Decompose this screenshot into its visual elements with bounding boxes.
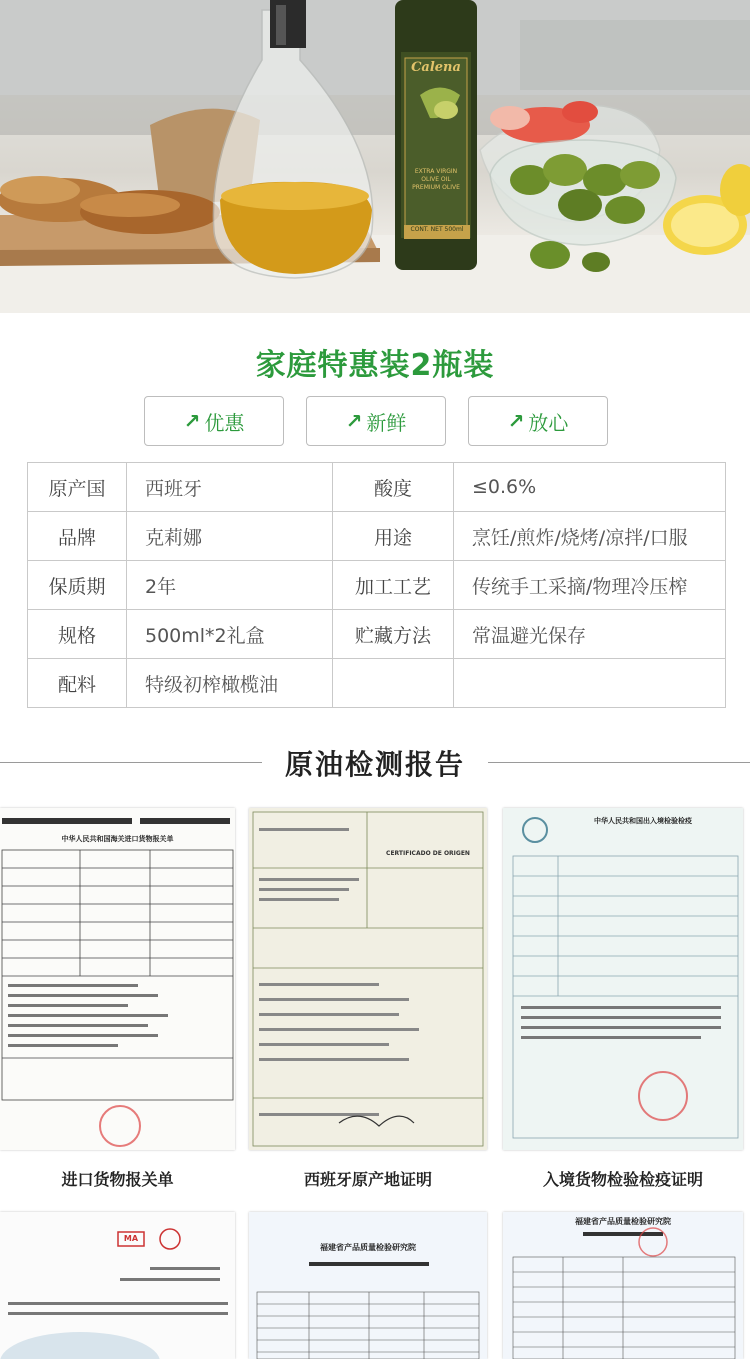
doc-header: CERTIFICADO DE ORIGEN <box>386 850 470 857</box>
feature-tag-discount <box>144 396 284 446</box>
bottle-line-2: OLIVE OIL <box>421 176 451 183</box>
spec-value-empty <box>454 659 726 708</box>
spec-key: 原产国 <box>28 463 127 512</box>
spec-value: 传统手工采摘/物理冷压榨 <box>454 561 726 610</box>
bottle-brand-text: Calena <box>411 60 461 75</box>
spec-value: 烹饪/煎炸/烧烤/凉拌/口服 <box>454 512 726 561</box>
table-row <box>28 512 726 561</box>
bottle-volume: CONT. NET 500ml <box>410 226 464 233</box>
trend-arrow-icon: ↗ <box>507 409 525 433</box>
spec-key: 配料 <box>28 659 127 708</box>
doc-caption-origin: 西班牙原产地证明 <box>303 1170 432 1189</box>
doc-header: 中华人民共和国海关进口货物报关单 <box>61 835 174 843</box>
spec-value: 2年 <box>127 561 333 610</box>
feature-tag-label: 放心 <box>528 410 569 435</box>
feature-tag-fresh <box>306 396 446 446</box>
doc-header: 福建省产品质量检验研究院 <box>575 1217 671 1226</box>
feature-tag-label: 优惠 <box>204 410 245 435</box>
table-row <box>28 561 726 610</box>
origin-certificate-image <box>249 808 487 1150</box>
spec-value: 500ml*2礼盒 <box>127 610 333 659</box>
trend-arrow-icon: ↗ <box>183 409 201 433</box>
quality-report-image-3 <box>503 1212 743 1359</box>
spec-key: 酸度 <box>333 463 454 512</box>
spec-key: 保质期 <box>28 561 127 610</box>
spec-key: 贮藏方法 <box>333 610 454 659</box>
bottle-line-3: PREMIUM OLIVE <box>412 184 460 191</box>
quality-report-image-1 <box>0 1212 235 1359</box>
feature-tag-trust <box>468 396 608 446</box>
hero-product-photo <box>0 0 750 313</box>
doc-caption-inspection: 入境货物检验检疫证明 <box>542 1170 703 1189</box>
table-row <box>28 463 726 512</box>
spec-table <box>27 462 726 708</box>
customs-declaration-image <box>0 808 235 1150</box>
table-row <box>28 659 726 708</box>
spec-key: 用途 <box>333 512 454 561</box>
spec-key-empty <box>333 659 454 708</box>
report-section-title: 原油检测报告 <box>284 748 465 781</box>
feature-tags <box>144 396 608 446</box>
spec-value: 特级初榨橄榄油 <box>127 659 333 708</box>
spec-key: 加工工艺 <box>333 561 454 610</box>
doc-header: 中华人民共和国出入境检验检疫 <box>594 817 692 825</box>
spec-value: 常温避光保存 <box>454 610 726 659</box>
feature-tag-label: 新鲜 <box>366 410 407 435</box>
spec-value: 克莉娜 <box>127 512 333 561</box>
spec-key: 品牌 <box>28 512 127 561</box>
doc-header: MA <box>123 1234 139 1243</box>
inspection-certificate-image <box>503 808 743 1150</box>
quality-report-image-2 <box>249 1212 487 1359</box>
spec-key: 规格 <box>28 610 127 659</box>
spec-value: 西班牙 <box>127 463 333 512</box>
doc-header: 福建省产品质量检验研究院 <box>320 1243 416 1252</box>
spec-value: ≤0.6% <box>454 463 726 512</box>
doc-caption-customs: 进口货物报关单 <box>61 1170 174 1189</box>
bottle-line-1: EXTRA VIRGIN <box>414 168 458 175</box>
trend-arrow-icon: ↗ <box>345 409 363 433</box>
page-title: 家庭特惠装2瓶装 <box>255 348 495 383</box>
table-row <box>28 610 726 659</box>
